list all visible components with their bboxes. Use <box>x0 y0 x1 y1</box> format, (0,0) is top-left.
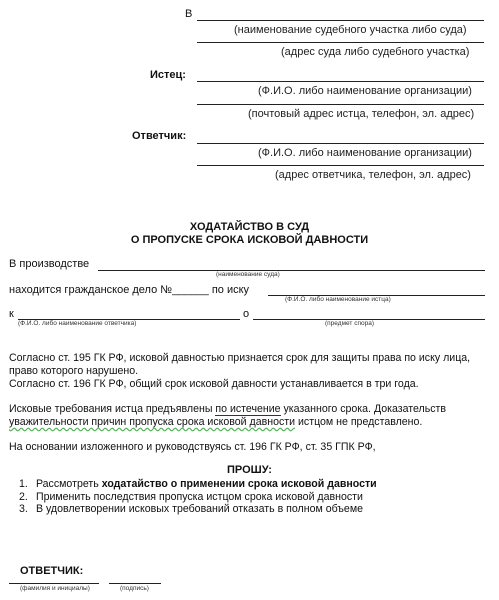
signature-label: ОТВЕТЧИК: <box>20 565 84 577</box>
defendant-address-line[interactable] <box>197 165 484 166</box>
civil-case-label: находится гражданское дело №______ по иску <box>9 284 250 296</box>
document-title <box>0 221 499 247</box>
plaintiff-small-caption: (Ф.И.О. либо наименование истца) <box>285 296 391 303</box>
defendant-small-caption: (Ф.И.О. либо наименование ответчика) <box>18 320 137 327</box>
signature-sign-line[interactable] <box>109 583 161 584</box>
request-item-number: 1. <box>19 478 28 490</box>
signature-name-line[interactable] <box>9 583 99 584</box>
request-item-bold: ходатайство о применении срока исковой давности <box>101 478 377 490</box>
request-item-number: 3. <box>19 503 28 515</box>
defendant-label: Ответчик: <box>132 130 187 142</box>
paragraph-article-195: Согласно ст. 195 ГК РФ, исковой давностью признается срок для защиты права по иску лица, право которого нарушено. <box>9 352 471 377</box>
request-item-text: В удовлетворении исковых требований отказать в полном объеме <box>35 503 363 515</box>
plaintiff-address-caption: (почтовый адрес истца, телефон, эл. адрес) <box>248 108 475 120</box>
court-address-caption: (адрес суда либо судебного участка) <box>281 46 470 58</box>
request-item-1 <box>19 478 377 490</box>
paragraph-article-196: Согласно ст. 196 ГК РФ, общий срок исковой давности устанавливается в три года. <box>9 378 419 390</box>
request-item-text: Применить последствия пропуска истцом срока исковой давности <box>35 491 363 503</box>
plaintiff-address-line[interactable] <box>197 104 484 105</box>
in-proceedings-label: В производстве <box>9 258 90 270</box>
o-label: о <box>243 308 250 320</box>
defendant-name-caption: (Ф.И.О. либо наименование организации) <box>258 147 472 159</box>
request-item-number: 2. <box>19 491 28 503</box>
plaintiff-label: Истец: <box>150 69 186 81</box>
subject-small-caption: (предмет спора) <box>325 320 374 327</box>
claims-text-valid-reasons: уважительности причин пропуска срока исковой давности <box>9 416 296 428</box>
signature-sign-caption: (подпись) <box>120 585 149 592</box>
request-item-3 <box>19 503 363 515</box>
claims-text-c: указанного срока. Доказательств <box>280 403 447 415</box>
defendant-name-line[interactable] <box>197 143 484 144</box>
plaintiff-name-line[interactable] <box>197 81 484 82</box>
court-name-caption: (наименование судебного участка либо суда) <box>234 24 467 36</box>
k-label: к <box>9 308 14 320</box>
request-item-text: Рассмотреть <box>35 478 102 490</box>
signature-name-caption: (фамилия и инициалы) <box>20 585 90 592</box>
claims-text-a: Исковые требования истца предъявлены <box>9 403 216 415</box>
paragraph-grounds: На основании изложенного и руководствуясь ст. 196 ГК РФ, ст. 35 ГПК РФ, <box>9 441 376 453</box>
plaintiff-name-caption: (Ф.И.О. либо наименование организации) <box>258 85 472 97</box>
request-heading: ПРОШУ: <box>227 464 272 476</box>
title-line-2: О ПРОПУСКЕ СРОКА ИСКОВОЙ ДАВНОСТИ <box>130 234 369 246</box>
title-line-1: ХОДАТАЙСТВО В СУД <box>189 221 310 233</box>
paragraph-claims <box>9 403 494 429</box>
court-address-line[interactable] <box>197 42 484 43</box>
court-name-field[interactable] <box>98 270 485 271</box>
request-item-2 <box>19 491 363 503</box>
claims-text-expiry: по истечение <box>215 403 281 415</box>
to-label: В <box>185 8 193 20</box>
court-name-small-caption: (наименование суда) <box>216 271 280 278</box>
claims-text-e: истцом не представлено. <box>295 416 423 428</box>
defendant-address-caption: (адрес ответчика, телефон, эл. адрес) <box>275 169 471 181</box>
court-name-line[interactable] <box>197 20 484 21</box>
